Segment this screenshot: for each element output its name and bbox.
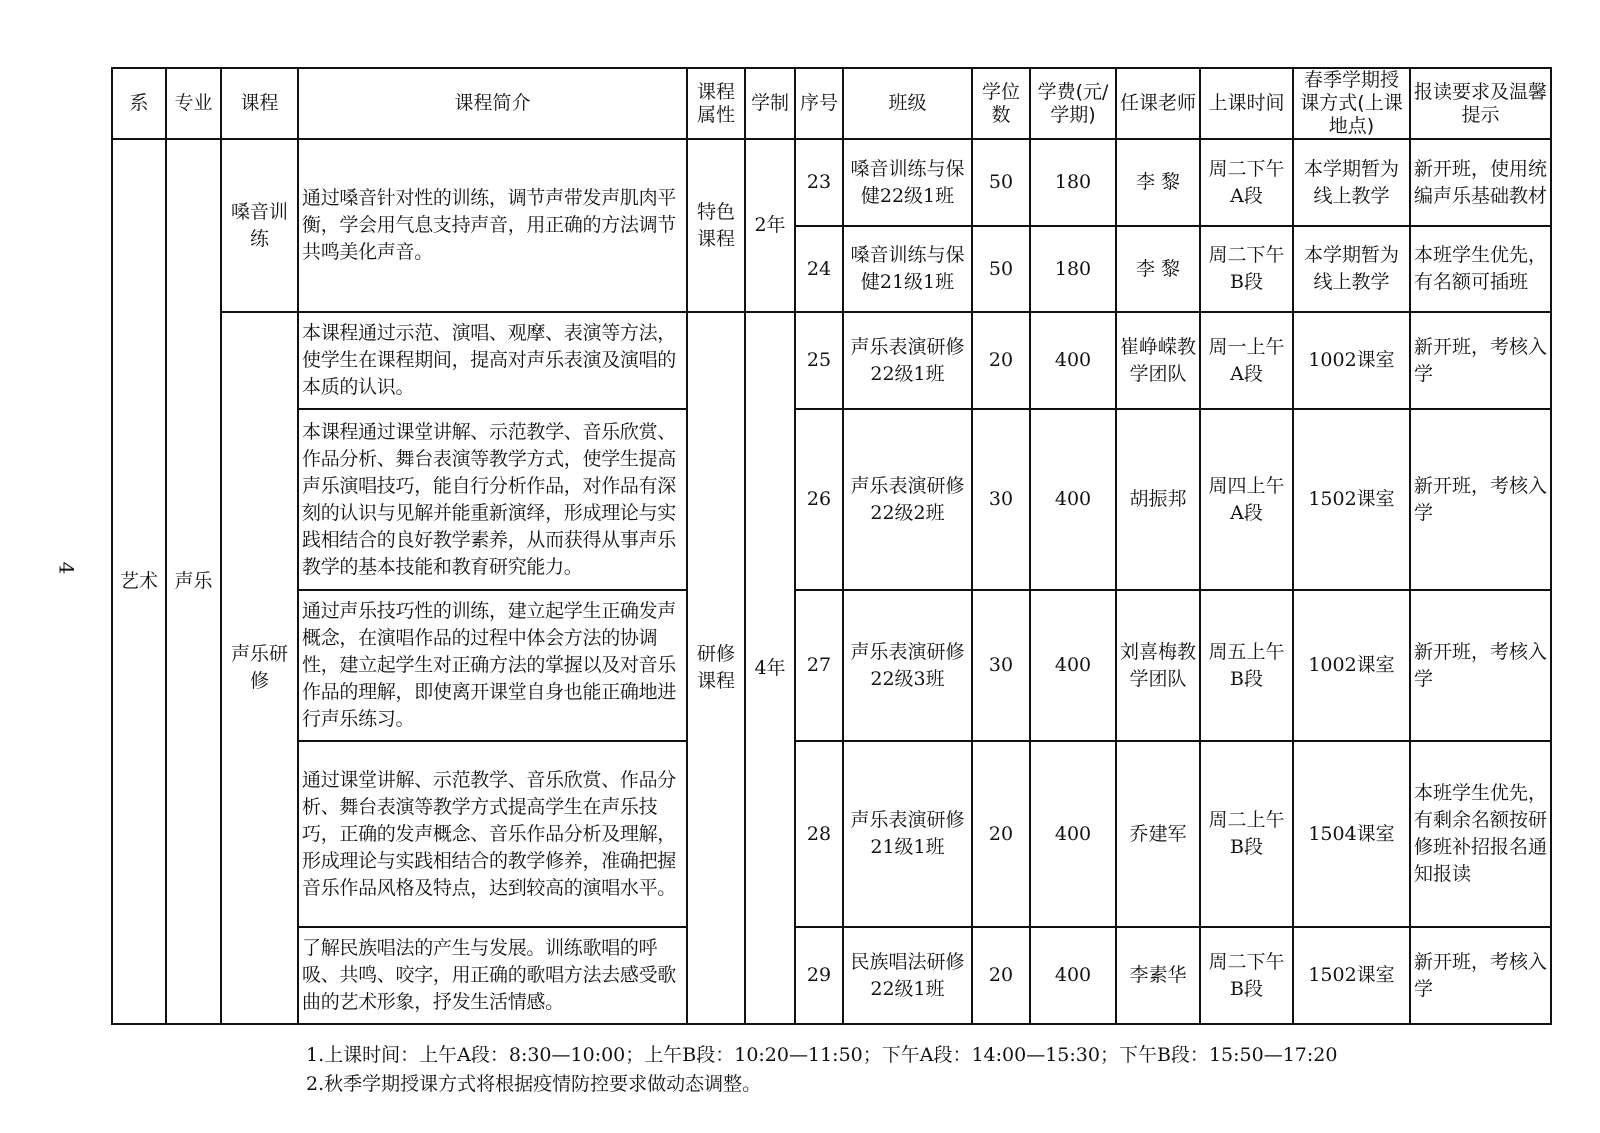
course-table xyxy=(111,67,1552,1025)
course-attribute-cell: 特色课程 xyxy=(687,139,745,312)
time-cell: 周一上午A段 xyxy=(1200,312,1293,409)
header-course: 课程 xyxy=(221,68,298,139)
teacher-cell: 崔峥嵘教学团队 xyxy=(1116,312,1200,409)
class-cell: 嗓音训练与保健21级1班 xyxy=(843,226,972,312)
req-cell: 新开班，考核入学 xyxy=(1410,590,1551,741)
course-intro-cell: 本课程通过课堂讲解、示范教学、音乐欣赏、作品分析、舞台表演等教学方式，使学生提高声乐演唱技巧，能自行分析作品，对作品有深刻的认识与见解并能重新演绎，形成理论与实践相结合的良好教学素养，从而获得从事声乐教学的基本技能和教育研究能力。 xyxy=(298,409,687,590)
footnotes xyxy=(306,1041,1337,1099)
major-cell: 声乐 xyxy=(166,139,221,1024)
mode-cell: 本学期暂为线上教学 xyxy=(1293,226,1410,312)
seats-cell: 30 xyxy=(972,590,1030,741)
class-cell: 声乐表演研修22级2班 xyxy=(843,409,972,590)
seats-cell: 50 xyxy=(972,139,1030,226)
table-row xyxy=(112,139,1551,226)
header-department: 系 xyxy=(112,68,166,139)
class-cell: 嗓音训练与保健22级1班 xyxy=(843,139,972,226)
table-row xyxy=(112,590,1551,741)
department-cell: 艺术 xyxy=(112,139,166,1024)
mode-cell: 1502课室 xyxy=(1293,927,1410,1024)
fee-cell: 400 xyxy=(1030,927,1116,1024)
req-cell: 本班学生优先，有剩余名额按研修班补招报名通知报读 xyxy=(1410,741,1551,927)
table-row xyxy=(112,927,1551,1024)
class-cell: 声乐表演研修21级1班 xyxy=(843,741,972,927)
seq-cell: 24 xyxy=(795,226,843,312)
course-attribute-cell: 研修课程 xyxy=(687,312,745,1024)
course-intro-cell: 通过声乐技巧性的训练，建立起学生正确发声概念，在演唱作品的过程中体会方法的协调性，建立起学生对正确方法的掌握以及对音乐作品的理解，即使离开课堂自身也能正确地进行声乐练习。 xyxy=(298,590,687,741)
footnote-1: 1.上课时间：上午A段：8:30—10:00；上午B段：10:20—11:50；下午A段：14:00—15:30；下午B段：15:50—17:20 xyxy=(306,1044,1338,1066)
time-cell: 周二下午B段 xyxy=(1200,927,1293,1024)
seats-cell: 50 xyxy=(972,226,1030,312)
seats-cell: 30 xyxy=(972,409,1030,590)
fee-cell: 180 xyxy=(1030,139,1116,226)
req-cell: 新开班，考核入学 xyxy=(1410,409,1551,590)
course-duration-cell: 2年 xyxy=(745,139,795,312)
time-cell: 周四上午A段 xyxy=(1200,409,1293,590)
seq-cell: 29 xyxy=(795,927,843,1024)
header-fee: 学费(元/学期) xyxy=(1030,68,1116,139)
class-cell: 声乐表演研修22级3班 xyxy=(843,590,972,741)
header-seats: 学位数 xyxy=(972,68,1030,139)
seats-cell: 20 xyxy=(972,927,1030,1024)
seats-cell: 20 xyxy=(972,741,1030,927)
header-duration: 学制 xyxy=(745,68,795,139)
header-time: 上课时间 xyxy=(1200,68,1293,139)
fee-cell: 400 xyxy=(1030,590,1116,741)
class-cell: 民族唱法研修22级1班 xyxy=(843,927,972,1024)
course-duration-cell: 4年 xyxy=(745,312,795,1024)
course-intro-cell: 本课程通过示范、演唱、观摩、表演等方法，使学生在课程期间，提高对声乐表演及演唱的本质的认识。 xyxy=(298,312,687,409)
header-req: 报读要求及温馨提示 xyxy=(1410,68,1551,139)
header-row xyxy=(112,68,1551,139)
fee-cell: 180 xyxy=(1030,226,1116,312)
header-major: 专业 xyxy=(166,68,221,139)
seq-cell: 27 xyxy=(795,590,843,741)
mode-cell: 1002课室 xyxy=(1293,590,1410,741)
req-cell: 新开班，考核入学 xyxy=(1410,312,1551,409)
header-intro: 课程简介 xyxy=(298,68,687,139)
header-mode: 春季学期授课方式(上课地点) xyxy=(1293,68,1410,139)
req-cell: 新开班，使用统编声乐基础教材 xyxy=(1410,139,1551,226)
course-name-cell: 声乐研修 xyxy=(221,312,298,1024)
mode-cell: 1002课室 xyxy=(1293,312,1410,409)
table-row xyxy=(112,741,1551,927)
fee-cell: 400 xyxy=(1030,741,1116,927)
time-cell: 周五上午B段 xyxy=(1200,590,1293,741)
header-seq: 序号 xyxy=(795,68,843,139)
seq-cell: 26 xyxy=(795,409,843,590)
footnote-2: 2.秋季学期授课方式将根据疫情防控要求做动态调整。 xyxy=(306,1073,762,1095)
seq-cell: 23 xyxy=(795,139,843,226)
fee-cell: 400 xyxy=(1030,312,1116,409)
course-intro-cell: 通过课堂讲解、示范教学、音乐欣赏、作品分析、舞台表演等教学方式提高学生在声乐技巧，正确的发声概念、音乐作品分析及理解，形成理论与实践相结合的教学修养，准确把握音乐作品风格及特点，达到较高的演唱水平。 xyxy=(298,741,687,927)
mode-cell: 本学期暂为线上教学 xyxy=(1293,139,1410,226)
teacher-cell: 李素华 xyxy=(1116,927,1200,1024)
teacher-cell: 乔建军 xyxy=(1116,741,1200,927)
page-number: 4 xyxy=(54,561,79,575)
course-intro-cell: 通过嗓音针对性的训练，调节声带发声肌肉平衡，学会用气息支持声音，用正确的方法调节共鸣美化声音。 xyxy=(298,139,687,312)
time-cell: 周二下午B段 xyxy=(1200,226,1293,312)
course-intro-cell: 了解民族唱法的产生与发展。训练歌唱的呼吸、共鸣、咬字，用正确的歌唱方法去感受歌曲的艺术形象，抒发生活情感。 xyxy=(298,927,687,1024)
table-row xyxy=(112,312,1551,409)
mode-cell: 1502课室 xyxy=(1293,409,1410,590)
mode-cell: 1504课室 xyxy=(1293,741,1410,927)
teacher-cell: 胡振邦 xyxy=(1116,409,1200,590)
seq-cell: 28 xyxy=(795,741,843,927)
class-cell: 声乐表演研修22级1班 xyxy=(843,312,972,409)
table-row xyxy=(112,409,1551,590)
teacher-cell: 刘喜梅教学团队 xyxy=(1116,590,1200,741)
seats-cell: 20 xyxy=(972,312,1030,409)
header-class: 班级 xyxy=(843,68,972,139)
header-attribute: 课程属性 xyxy=(687,68,745,139)
fee-cell: 400 xyxy=(1030,409,1116,590)
req-cell: 本班学生优先，有名额可插班 xyxy=(1410,226,1551,312)
req-cell: 新开班，考核入学 xyxy=(1410,927,1551,1024)
teacher-cell: 李 黎 xyxy=(1116,139,1200,226)
time-cell: 周二上午B段 xyxy=(1200,741,1293,927)
time-cell: 周二下午A段 xyxy=(1200,139,1293,226)
teacher-cell: 李 黎 xyxy=(1116,226,1200,312)
seq-cell: 25 xyxy=(795,312,843,409)
header-teacher: 任课老师 xyxy=(1116,68,1200,139)
course-name-cell: 嗓音训练 xyxy=(221,139,298,312)
